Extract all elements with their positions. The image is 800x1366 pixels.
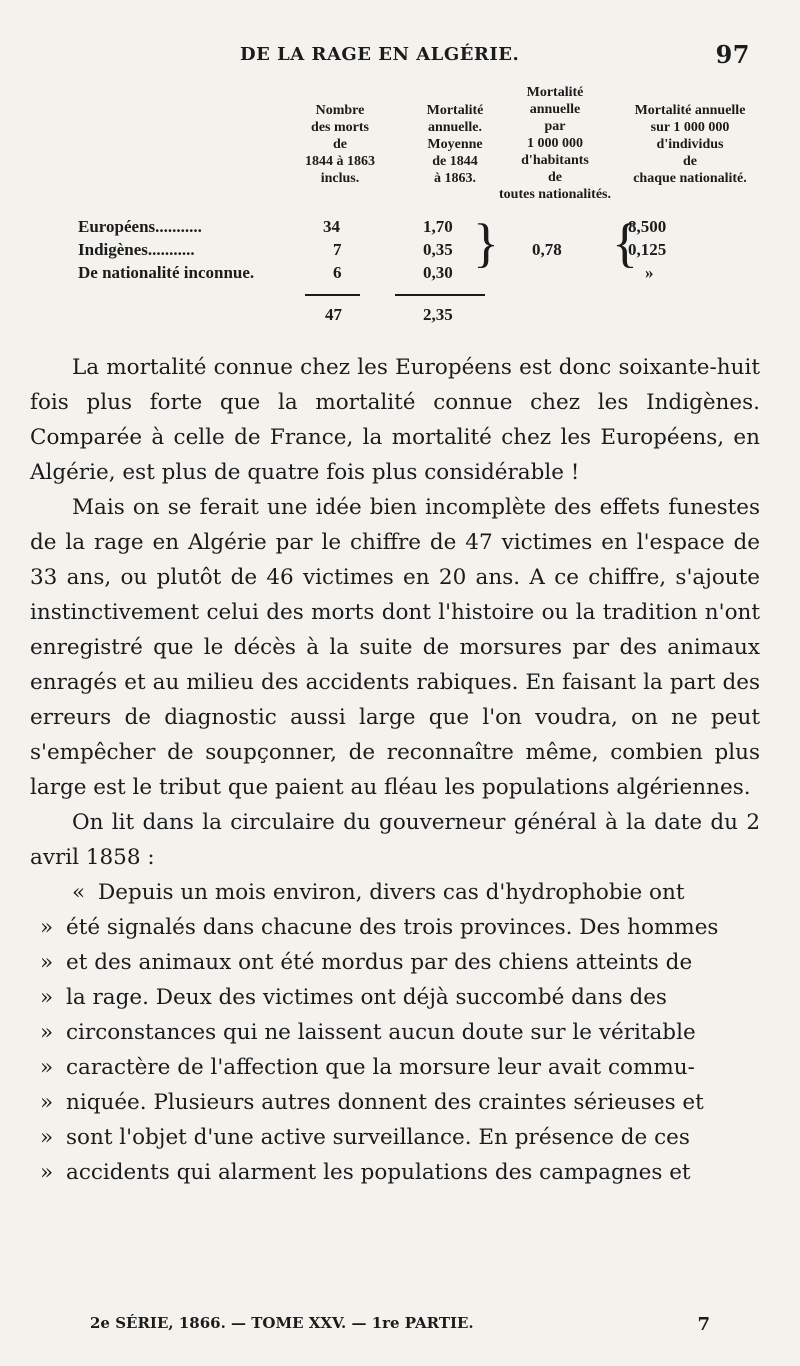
quote-mark: » (40, 915, 54, 940)
col-header-line: de (333, 137, 347, 152)
quote-text: accidents qui alarment les populations des campagnes et (66, 1160, 691, 1185)
col-header-line: toutes nationalités. (499, 187, 611, 202)
col-header-line: Mortalité annuelle (634, 103, 746, 118)
quote-mark: » (40, 950, 54, 975)
quote-text: sont l'objet d'une active surveillance. En présence de ces (66, 1125, 690, 1150)
pernat-europeens: 8,500 (628, 217, 667, 236)
total-mean: 2,35 (423, 305, 453, 324)
col-header-line: d'habitants (521, 153, 589, 168)
total-deaths: 47 (325, 305, 342, 324)
row-label-inconnue: De nationalité inconnue. (78, 263, 255, 282)
col-header-line: Mortalité (426, 103, 484, 118)
quote-mark: » (40, 1020, 54, 1045)
total-rule-deaths (305, 294, 360, 296)
quote-text: circonstances qui ne laissent aucun doute sur le véritable (66, 1020, 696, 1045)
quote-text: Depuis un mois environ, divers cas d'hydrophobie ont (98, 880, 685, 905)
combined-rate: 0,78 (532, 240, 562, 259)
col-header-line: sur 1 000 000 (650, 120, 730, 135)
quote-mark: » (40, 1055, 54, 1080)
paragraph: On lit dans la circulaire du gouverneur général à la date du 2 avril 1858 : (30, 810, 760, 870)
row-label-europeens: Européens........... (78, 217, 202, 236)
quote-text: caractère de l'affection que la morsure leur avait commu- (66, 1055, 695, 1080)
mean-europeens: 1,70 (423, 217, 453, 236)
col-header-line: 1844 à 1863 (305, 154, 375, 169)
quote-mark: » (40, 985, 54, 1010)
col-header-line: de 1844 (432, 154, 478, 169)
running-title: DE LA RAGE EN ALGÉRIE. (240, 44, 520, 65)
quote-line (30, 980, 760, 1015)
quote-mark: » (40, 1160, 54, 1185)
deaths-inconnue: 6 (333, 263, 342, 282)
pernat-indigenes: 0,125 (628, 240, 667, 259)
col-header-line: chaque nationalité. (633, 171, 747, 186)
left-brace-right: { (612, 213, 638, 273)
row-label-indigenes: Indigènes........... (78, 240, 195, 259)
mortality-table (60, 80, 770, 330)
quote-line (30, 1120, 760, 1155)
body-text (30, 350, 760, 1190)
sheet-number: 7 (697, 1314, 710, 1335)
col-header-line: annuelle (529, 102, 581, 117)
quote-mark: « (72, 880, 86, 905)
quote-mark: » (40, 1090, 54, 1115)
col-header-line: inclus. (320, 171, 360, 186)
quote-line (30, 1015, 760, 1050)
col-header-line: de (548, 170, 562, 185)
col-header-line: Moyenne (427, 137, 483, 152)
quote-text: la rage. Deux des victimes ont déjà succombé dans des (66, 985, 667, 1010)
col-header-line: des morts (311, 120, 369, 135)
paragraph: Mais on se ferait une idée bien incomplète des effets funestes de la rage en Algérie par le chiffre de 47 victimes en l'espace de 33 ans, ou plutôt de 46 victimes en 20 ans. A ce chiffre, s'ajoute instinctivement celui des morts dont l'histoire ou la tradition n'ont enregistré que le décès à la suite de morsures par des animaux enragés et au milieu des accidents rabiques. En faisant la part des erreurs de diagnostic aussi large que l'on voudra, on ne peut s'empêcher de soupçonner, de reconnaître même, combien plus large est le tribut que paient au fléau les populations algériennes. (30, 495, 760, 800)
deaths-europeens: 34 (323, 217, 340, 236)
col-header-line: annuelle. (427, 120, 483, 135)
deaths-indigenes: 7 (333, 240, 342, 259)
quote-line (30, 1085, 760, 1120)
quote-line (30, 875, 760, 910)
quotation (30, 875, 760, 1190)
pernat-inconnue: » (645, 263, 654, 282)
signature-mark: 2e SÉRIE, 1866. — TOME XXV. — 1re PARTIE. (90, 1314, 474, 1332)
col-header-line: à 1863. (434, 171, 476, 186)
quote-line (30, 1155, 760, 1190)
page-number: 97 (715, 40, 750, 69)
col-header-line: Mortalité (526, 85, 584, 100)
quote-text: et des animaux ont été mordus par des chiens atteints de (66, 950, 693, 975)
col-header-line: 1 000 000 (527, 136, 583, 151)
paragraph: La mortalité connue chez les Européens est donc soixante-huit fois plus forte que la mortalité connue chez les Indigènes. Comparée à celle de France, la mortalité chez les Européens, en Algérie, est plus de quatre fois plus considérable ! (30, 355, 760, 485)
col-header-deaths (280, 102, 400, 187)
right-brace-left: } (473, 213, 499, 273)
quote-line (30, 945, 760, 980)
quote-text: niquée. Plusieurs autres donnent des craintes sérieuses et (66, 1090, 704, 1115)
col-header-line: de (683, 154, 697, 169)
col-header-line: par (544, 119, 566, 134)
quote-text: été signalés dans chacune des trois provinces. Des hommes (66, 915, 719, 940)
col-header-line: d'individus (656, 137, 724, 152)
total-rule-mean (395, 294, 485, 296)
mean-indigenes: 0,35 (423, 240, 453, 259)
quote-mark: » (40, 1125, 54, 1150)
col-header-line: Nombre (315, 103, 365, 118)
mean-inconnue: 0,30 (423, 263, 453, 282)
quote-line (30, 1050, 760, 1085)
quote-line (30, 910, 760, 945)
col-header-per-nationality (605, 102, 775, 187)
